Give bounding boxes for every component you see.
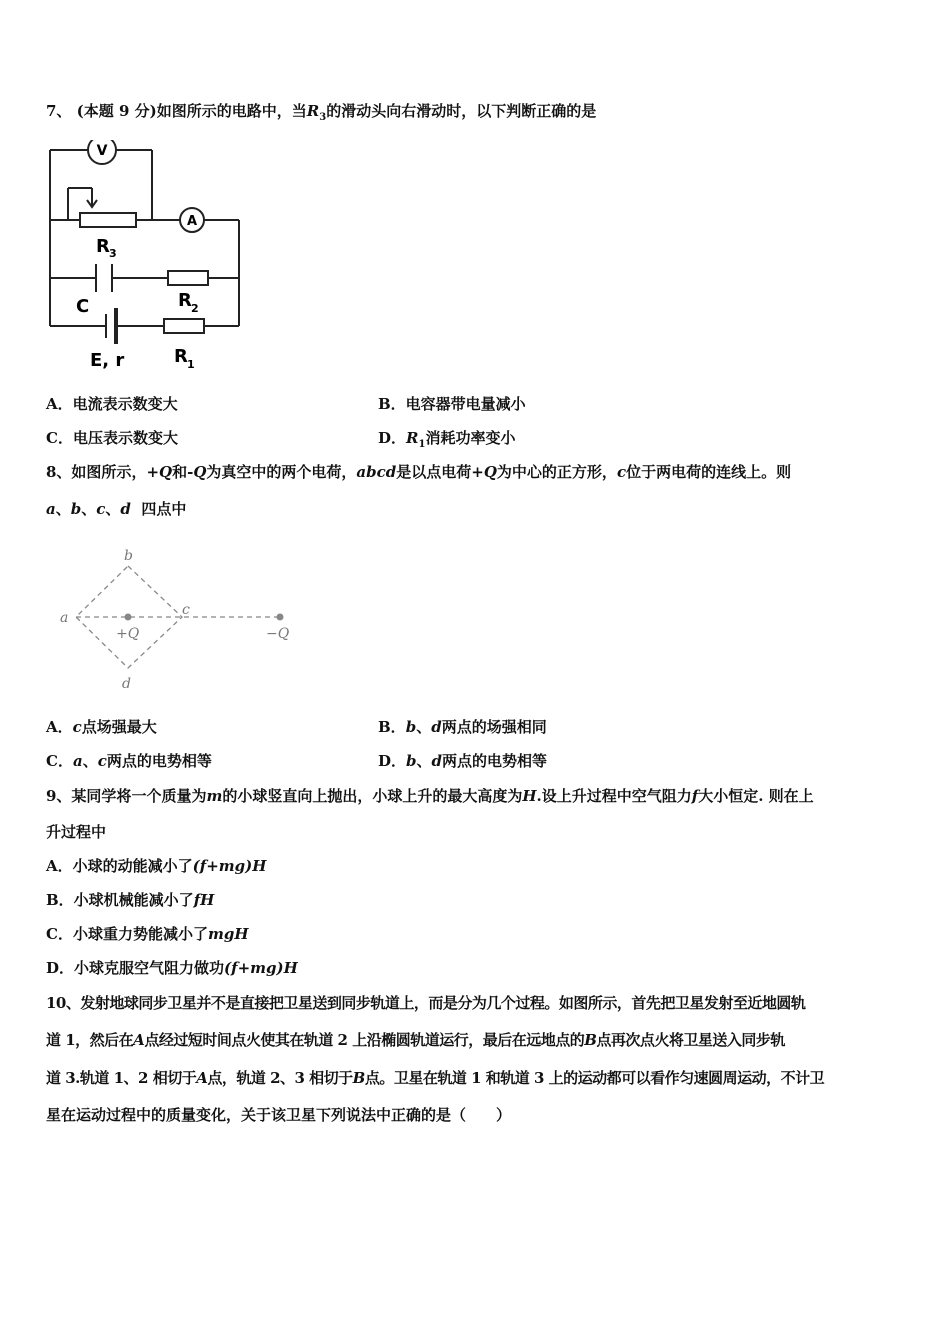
q10-stem-line3 [46,1068,824,1088]
q8-stem-line2 [46,499,186,519]
positive-charge-icon [125,614,132,621]
q9-opt-d-expr: (f+mg)H [224,959,298,977]
q9-opt-a-expr: (f+mg)H [192,857,267,875]
q8-l2-c: c [96,500,106,518]
q8-text-5: 为中心的正方形， [496,463,617,481]
q8-opt-d-post: 两点的电势相等 [442,752,548,770]
negative-charge-icon [277,614,284,621]
q7-var-r: R [306,102,320,120]
capacitor-label: C [76,296,90,317]
q8-opt-c-pre: C． [46,752,73,770]
q10-l3-text-1: 道 3.轨道 1、2 相切于 [46,1069,197,1087]
positive-charge-label: +Q [116,626,140,642]
q8-var-c: c [616,463,627,481]
voltmeter-label: V [96,143,108,159]
q8-opt-d-pre: D． [378,752,407,770]
r2-label: R [178,290,192,311]
q7-stem-post: 的滑动头向右滑动时，以下判断正确的是 [326,102,597,120]
q9-text-3: .设上升过程中空气阻力 [536,787,692,805]
q8-opt-d-sep: 、 [416,752,432,770]
q8-text-1: 8、如图所示，+ [46,463,160,481]
q10-l2-point-b: B [584,1031,597,1049]
q9-option-c[interactable] [46,924,249,944]
q8-text-3: 为真空中的两个电荷， [206,463,357,481]
q8-text-4: 是以点电荷+ [396,463,484,481]
charge-diagram [54,542,304,692]
q7-score-tag: (本题 9 分) [76,102,157,120]
q9-text-4: 大小恒定. 则在上 [698,787,814,805]
q8-text-2: 和- [172,463,194,481]
q10-stem-line2 [46,1030,785,1050]
r3-label-sub: 3 [109,247,117,260]
q10-stem-line1: 10、发射地球同步卫星并不是直接把卫星送到同步轨道上，而是分为几个过程。如图所示，首先把卫星发射至近地圆轨 [46,994,806,1012]
q8-opt-c-post: 两点的电势相等 [106,752,212,770]
q8-l2-a: a [46,500,56,518]
q9-option-d[interactable] [46,958,298,978]
q8-opt-c-v2: c [97,752,107,770]
q10-l3-text-3: 点。卫星在轨道 1 和轨道 3 上的运动都可以看作匀速圆周运动，不计卫 [364,1069,825,1087]
q9-option-a[interactable] [46,856,266,876]
q10-stem-line4: 星在运动过程中的质量变化，关于该卫星下列说法中正确的是（ ） [46,1106,512,1124]
q7-stem-pre: 如图所示的电路中，当 [156,102,307,120]
q7-option-b[interactable]: B．电容器带电量减小 [378,395,526,413]
q8-opt-b-sep: 、 [416,718,432,736]
q8-opt-b-pre: B． [378,718,406,736]
q8-option-c[interactable] [46,751,212,771]
q9-opt-b-pre: B．小球机械能减小了 [46,891,194,909]
q8-opt-c-v1: a [72,752,83,770]
q7-number: 7、 [46,102,72,120]
r3-label: R [96,236,110,257]
point-a-label: a [60,610,69,626]
q7-opt-d-var: R [406,429,419,447]
q8-opt-b-v2: d [431,718,442,736]
r2-label-sub: 2 [191,302,199,315]
q8-opt-a-post: 点场强最大 [81,718,157,736]
q8-text-6: 位于两电荷的连线上。则 [626,463,792,481]
q9-text-1: 9、某同学将一个质量为 [46,787,207,805]
q8-option-d[interactable] [378,751,547,771]
q8-opt-d-v1: b [406,752,417,770]
q8-opt-b-v1: b [405,718,417,736]
q8-option-b[interactable] [378,717,547,737]
q8-opt-a-var: c [72,718,82,736]
q10-l3-point-a: A [196,1069,208,1087]
battery-label: E, r [90,350,125,371]
r1-label: R [174,346,188,367]
q10-l2-text-1: 道 1，然后在 [46,1031,134,1049]
q10-l2-text-3: 点再次点火将卫星送入同步轨 [596,1031,785,1049]
q9-stem-line2: 升过程中 [46,823,107,841]
resistor-r1 [164,319,204,333]
q8-l2-sep3: 、 [105,500,121,518]
point-b-label: b [124,548,133,564]
q9-opt-c-expr: mgH [207,925,249,943]
q9-var-f: f [691,787,699,805]
q8-l2-b: b [70,500,82,518]
q8-l2-sep1: 、 [55,500,71,518]
q9-opt-b-expr: fH [193,891,215,909]
q9-opt-a-pre: A．小球的动能减小了 [46,857,193,875]
q8-l2-sep2: 、 [81,500,97,518]
q8-opt-a-pre: A． [46,718,73,736]
point-d-label: d [122,676,131,692]
q10-l3-point-b: B [352,1069,365,1087]
q7-opt-d-pre: D． [378,429,407,447]
q7-opt-d-post: 消耗功率变小 [425,429,516,447]
r1-label-sub: 1 [187,358,195,371]
q7-option-d[interactable] [378,428,515,455]
q10-l3-text-2: 点，轨道 2、3 相切于 [207,1069,353,1087]
q9-var-m: m [206,787,223,805]
q8-opt-b-post: 两点的场强相同 [441,718,547,736]
negative-charge-label: −Q [266,626,290,642]
q8-option-a[interactable] [46,717,157,737]
circuit-diagram [44,140,249,375]
q8-opt-c-sep: 、 [82,752,98,770]
q8-var-abcd: abcd [356,463,397,481]
q9-option-b[interactable] [46,890,214,910]
q8-var-q2: Q [193,463,207,481]
point-c-label: c [182,602,190,618]
q7-stem [46,101,596,128]
q9-stem-line1 [46,786,814,806]
q8-opt-d-v2: d [431,752,443,770]
q8-l2-d: d [120,500,131,518]
q10-l2-point-a: A [133,1031,145,1049]
q7-var-sub: 3 [319,112,327,123]
q8-stem-line1 [46,462,791,482]
q9-text-2: 的小球竖直向上抛出，小球上升的最大高度为 [222,787,523,805]
q8-var-q1: Q [159,463,173,481]
resistor-r3 [80,213,136,227]
q8-l2-end: 四点中 [130,500,187,518]
q7-option-c[interactable]: C．电压表示数变大 [46,429,178,447]
q8-var-q3: Q [483,463,497,481]
q10-l2-text-2: 点经过短时间点火使其在轨道 2 上沿椭圆轨道运行，最后在远地点的 [144,1031,585,1049]
resistor-r2 [168,271,208,285]
q9-opt-d-pre: D．小球克服空气阻力做功 [46,959,225,977]
q7-option-a[interactable]: A．电流表示数变大 [46,395,178,413]
q7-opt-d-sub: 1 [418,439,426,450]
ammeter-label: A [186,214,198,229]
q9-var-h: H [522,787,537,805]
q9-opt-c-pre: C．小球重力势能减小了 [46,925,208,943]
